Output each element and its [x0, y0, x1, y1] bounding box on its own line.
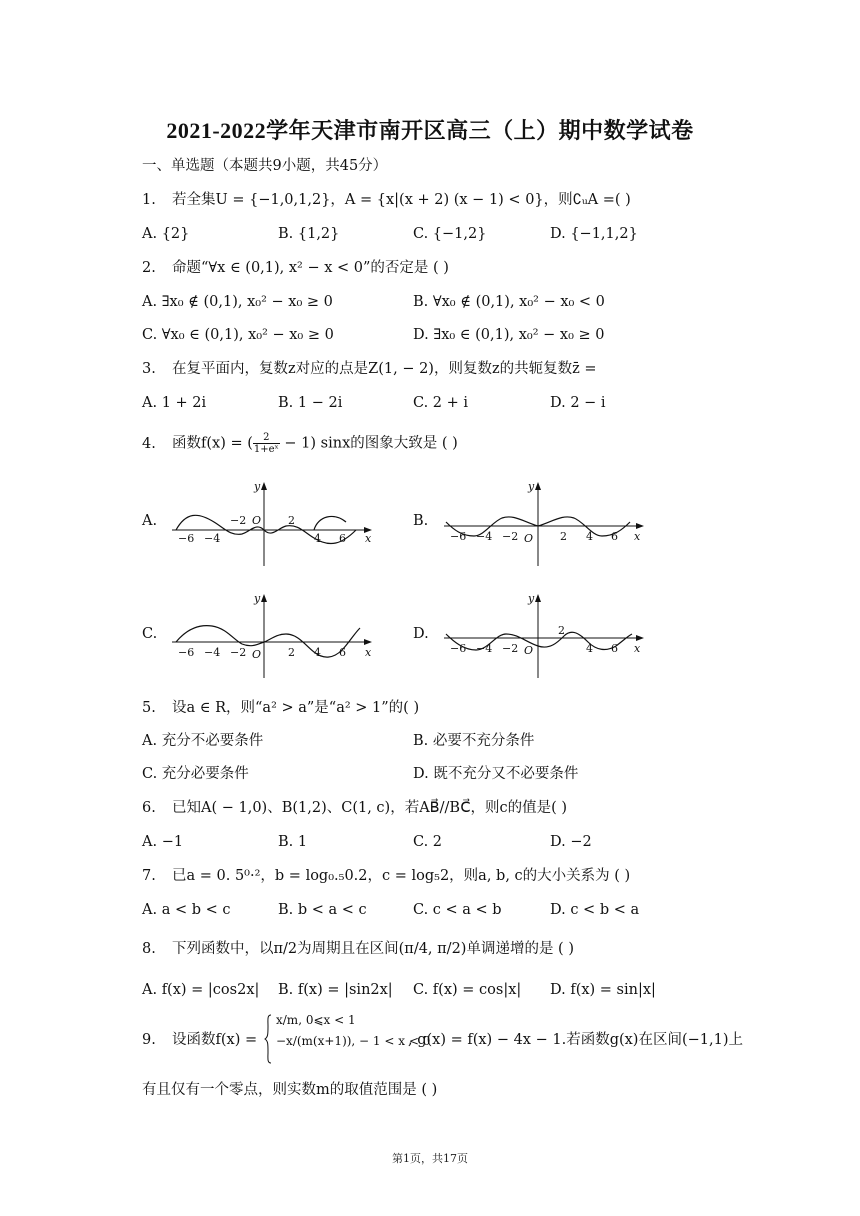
option-a: A. −1: [142, 834, 184, 850]
tick-label: −4: [204, 532, 221, 545]
tick-label: 6: [611, 530, 618, 543]
question-stem: 已知A( − 1,0)、B(1,2)、C(1, c)，若AB⃗//BC⃗，则c的值是( ): [172, 800, 567, 816]
option-a: A. 充分不必要条件: [142, 733, 264, 749]
y-axis-label: y: [254, 592, 261, 605]
x-axis-label: x: [365, 646, 372, 659]
tick-label: 4: [314, 532, 321, 545]
question-number: 8.: [142, 941, 156, 957]
option-a: A. ∃x₀ ∉ (0,1), x₀² − x₀ ≥ 0: [142, 294, 333, 310]
option-a: A. 1 + 2i: [142, 395, 207, 411]
fraction: [253, 432, 280, 455]
option-c: C. 2: [413, 834, 443, 850]
option-b: B. 1: [278, 834, 308, 850]
question-number: 7.: [142, 868, 156, 884]
option-b: B. {1,2}: [278, 226, 340, 242]
option-d: D. {−1,1,2}: [550, 226, 638, 242]
y-axis-label: y: [528, 480, 535, 493]
option-b: B. 1 − 2i: [278, 395, 343, 411]
question-number: 2.: [142, 260, 156, 276]
x-axis-label: x: [634, 642, 641, 655]
tick-label: 6: [611, 642, 618, 655]
tick-label: −2: [502, 642, 519, 655]
origin-label: O: [524, 644, 534, 657]
question-stem-suffix: , g(x) = f(x) − 4x − 1.若函数g(x)在区间(−1,1)上: [408, 1032, 743, 1048]
tick-label: 6: [339, 646, 346, 659]
question-stem: 设a ∈ R，则“a² > a”是“a² > 1”的( ): [172, 700, 420, 716]
question-7: [142, 866, 630, 886]
option-b: B. 必要不充分条件: [413, 733, 535, 749]
graph-c: [168, 590, 378, 684]
section-heading: 一、单选题（本题共9小题，共45分）: [142, 158, 388, 174]
x-axis-label: x: [634, 530, 641, 543]
question-number: 4.: [142, 435, 156, 452]
tick-label: 4: [586, 530, 593, 543]
graph-label-b: B.: [413, 513, 429, 529]
question-number: 9.: [142, 1032, 156, 1048]
tick-label: 2: [560, 530, 567, 543]
question-stem: 在复平面内，复数z对应的点是Z(1, − 2)，则复数z的共轭复数z̄ =: [172, 361, 597, 377]
question-stem: 命题“∀x ∈ (0,1), x² − x < 0”的否定是 ( ): [172, 260, 449, 276]
tick-label: 2: [288, 646, 295, 659]
graph-label-d: D.: [413, 626, 429, 642]
y-axis-label: y: [254, 480, 261, 493]
option-d: D. f(x) = sin|x|: [550, 982, 656, 998]
option-c: C. 2 + i: [413, 395, 469, 411]
option-b: B. f(x) = |sin2x|: [278, 982, 393, 998]
question-9-line-2: 有且仅有一个零点，则实数m的取值范围是 ( ): [142, 1082, 438, 1098]
tick-label: 2: [288, 514, 295, 527]
question-number: 6.: [142, 800, 156, 816]
question-stem: 若全集U = {−1,0,1,2}，A = {x|(x + 2) (x − 1) < 0}，则∁ᵤA =( ): [172, 192, 631, 208]
fraction-denominator: 1+eˣ: [253, 444, 279, 455]
tick-label: −2: [230, 646, 247, 659]
question-8: [142, 939, 574, 959]
option-d: D. 2 − i: [550, 395, 606, 411]
question-2: [142, 258, 449, 278]
option-d: D. c < b < a: [550, 902, 640, 918]
question-stem-suffix: − 1) sinx的图象大致是 ( ): [279, 435, 458, 452]
tick-label: −4: [204, 646, 221, 659]
page-footer: 第1页，共17页: [392, 1152, 468, 1165]
tick-label: 4: [586, 642, 593, 655]
question-4: [142, 432, 458, 455]
option-c: C. ∀x₀ ∈ (0,1), x₀² − x₀ ≥ 0: [142, 327, 334, 343]
case-2: −x/(m(x+1)), − 1 < x < 0: [276, 1034, 431, 1048]
option-b: B. ∀x₀ ∉ (0,1), x₀² − x₀ < 0: [413, 294, 605, 310]
graph-a: [168, 478, 378, 572]
graph-b: [440, 478, 650, 572]
tick-label: 6: [339, 532, 346, 545]
origin-label: O: [524, 532, 534, 545]
tick-label: −6: [450, 530, 467, 543]
question-stem: 已a = 0. 5⁰·²，b = log₀.₅0.2，c = log₅2，则a, b, c的大小关系为 ( ): [172, 868, 631, 884]
option-d: D. ∃x₀ ∈ (0,1), x₀² − x₀ ≥ 0: [413, 327, 605, 343]
question-stem-prefix: 设函数f(x) =: [172, 1032, 258, 1048]
question-number: 5.: [142, 700, 156, 716]
question-6: [142, 798, 567, 818]
piecewise-cases: [264, 1012, 430, 1050]
question-number: 1.: [142, 192, 156, 208]
y-axis-label: y: [528, 592, 535, 605]
tick-label: −6: [178, 646, 195, 659]
option-d: D. −2: [550, 834, 592, 850]
graph-label-c: C.: [142, 626, 158, 642]
origin-label: O: [252, 514, 262, 527]
question-1: [142, 190, 631, 210]
tick-label: −6: [450, 642, 467, 655]
case-1: x/m, 0⩽x < 1: [276, 1013, 356, 1027]
page-title: 2021-2022学年天津市南开区高三（上）期中数学试卷: [166, 118, 694, 143]
brace-icon: [264, 1014, 272, 1064]
graph-d: [440, 590, 650, 684]
option-d: D. 既不充分又不必要条件: [413, 766, 579, 782]
fraction-numerator: 2: [253, 432, 280, 444]
tick-label: −4: [476, 642, 493, 655]
option-a: A. {2}: [142, 226, 190, 242]
tick-label: −4: [476, 530, 493, 543]
question-stem: 下列函数中，以π/2为周期且在区间(π/4, π/2)单调递增的是 ( ): [172, 941, 574, 957]
tick-label: −6: [178, 532, 195, 545]
tick-label: −2: [502, 530, 519, 543]
origin-label: O: [252, 648, 262, 661]
question-9: [142, 1030, 257, 1050]
option-a: A. a < b < c: [142, 902, 231, 918]
option-c: C. f(x) = cos|x|: [413, 982, 522, 998]
tick-label: 4: [314, 646, 321, 659]
option-c: C. {−1,2}: [413, 226, 487, 242]
graph-label-a: A.: [142, 513, 158, 529]
option-c: C. c < a < b: [413, 902, 502, 918]
question-stem-prefix: 函数f(x) = (: [172, 435, 253, 452]
tick-label: 2: [558, 624, 565, 637]
tick-label: −2: [230, 514, 247, 527]
option-a: A. f(x) = |cos2x|: [142, 982, 260, 998]
question-3: [142, 359, 597, 379]
question-number: 3.: [142, 361, 156, 377]
x-axis-label: x: [365, 532, 372, 545]
question-5: [142, 698, 419, 718]
option-c: C. 充分必要条件: [142, 766, 249, 782]
option-b: B. b < a < c: [278, 902, 367, 918]
